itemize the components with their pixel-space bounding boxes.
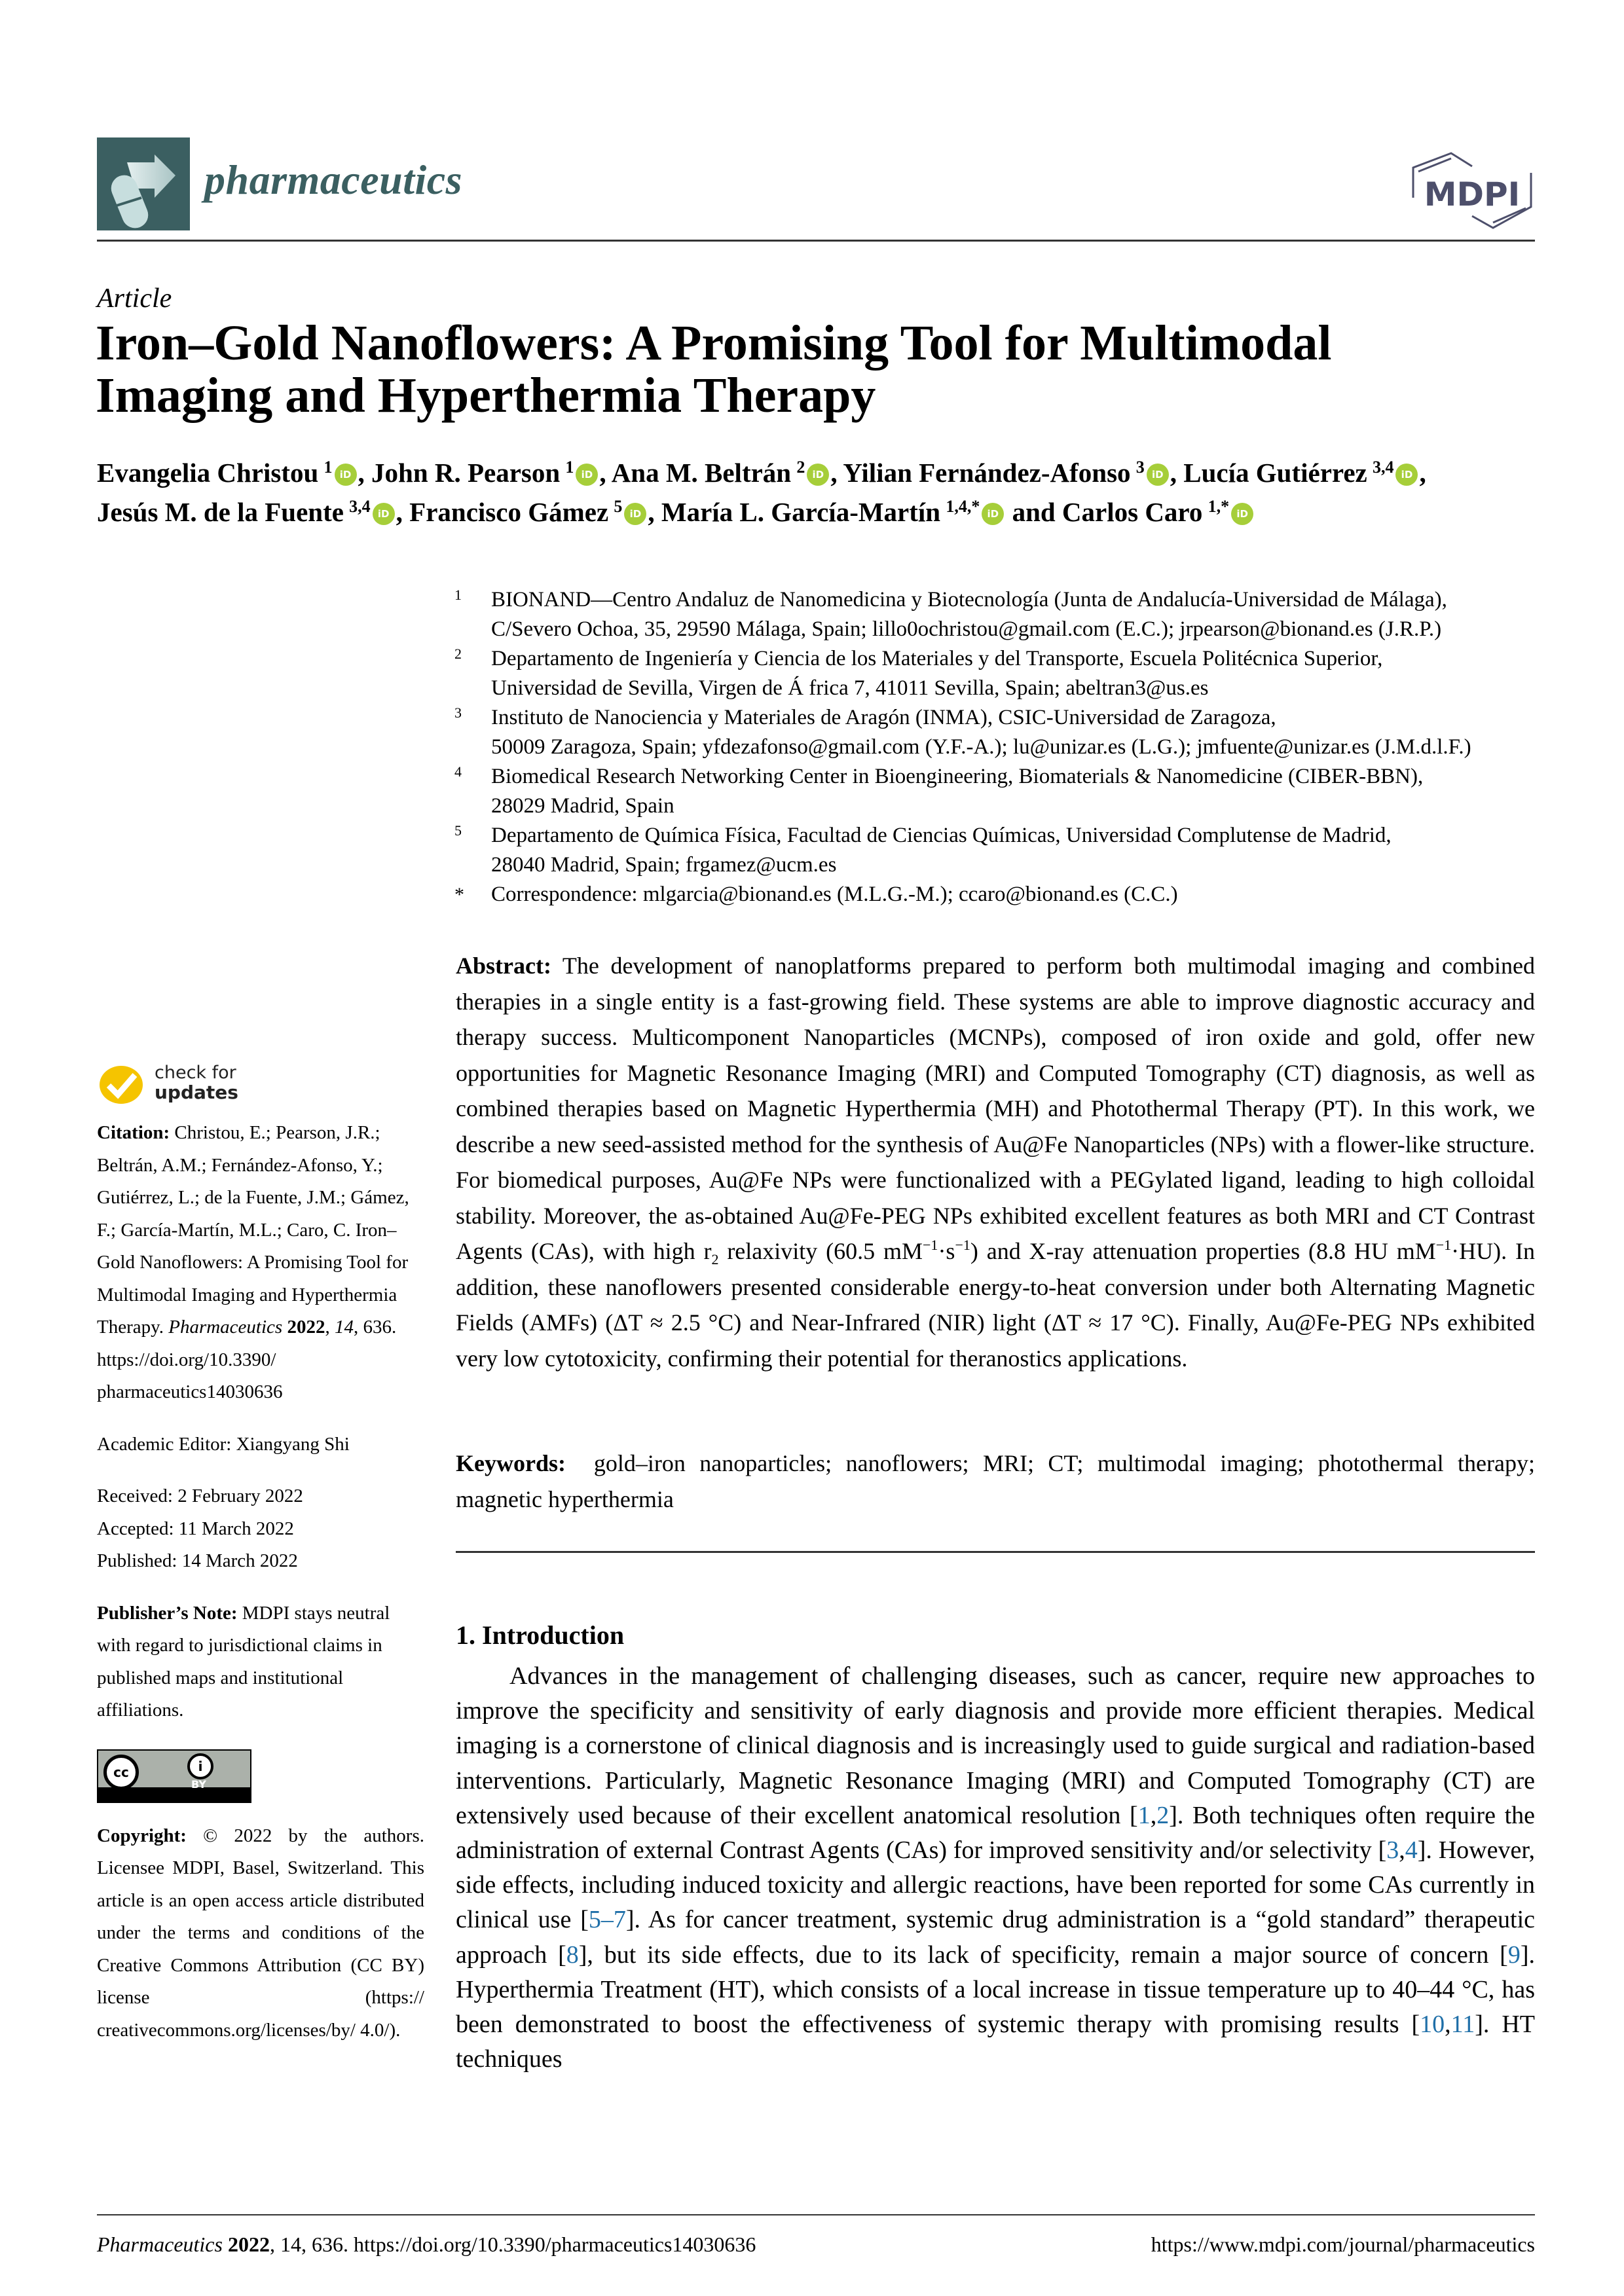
copyright-block bbox=[97, 1820, 424, 2047]
keywords-text: gold–iron nanoparticles; nanoflowers; MRI; CT; multimodal imaging; photothermal therapy; magnetic hyperthermia bbox=[456, 1450, 1541, 1512]
accepted-date: Accepted: 11 March 2022 bbox=[97, 1518, 294, 1539]
citation-journal: Pharmaceutics bbox=[168, 1317, 283, 1338]
citation-link[interactable]: 11 bbox=[1450, 2011, 1475, 2039]
orcid-icon[interactable]: iD bbox=[1231, 503, 1253, 525]
copyright-text: © 2022 by the authors. Licensee MDPI, Basel, Switzerland. This article is an open access article distributed under the terms and conditions of the Creative Commons Attribution (CC BY) license (https:// creativecommons.org/licenses/by/ 4.0/). bbox=[97, 1825, 424, 2041]
author-name[interactable]: John R. Pearson bbox=[371, 458, 561, 488]
author-affiliation: 1 bbox=[323, 458, 333, 477]
title-line-2: Imaging and Hyperthermia Therapy bbox=[96, 368, 876, 423]
author-affiliation: 3,4 bbox=[1372, 458, 1394, 477]
affiliation-number: 3 bbox=[454, 704, 462, 721]
by-label: BY bbox=[191, 1778, 206, 1791]
author-separator: , bbox=[648, 497, 661, 527]
affiliation-line: Departamento de Química Física, Facultad de Ciencias Químicas, Universidad Complutense de Madrid, bbox=[491, 824, 1392, 847]
author-separator: , bbox=[1419, 458, 1426, 488]
orcid-icon[interactable]: iD bbox=[624, 503, 646, 525]
affiliation-line: Universidad de Sevilla, Virgen de Á frica 7, 41011 Sevilla, Spain; abeltran3@us.es bbox=[491, 676, 1209, 700]
citation-link[interactable]: 2 bbox=[1156, 1801, 1170, 1829]
citation-link[interactable]: 4 bbox=[1405, 1836, 1418, 1865]
copyright-label: Copyright: bbox=[97, 1825, 187, 1846]
abstract-text: ) and X-ray attenuation properties (8.8 HU mM bbox=[970, 1238, 1436, 1264]
body-text: Advances in the management of challenging diseases, such as cancer, require new approaches to improve the specificity and sensitivity of early diagnosis and provide more efficient therapies. Medical imaging is a cornerstone of clinical diagnosis and is increasingly used to guide surgical and radiation-based interventions. Particularly, Magnetic Resonance Imaging (MRI) and Computed Tomography (CT) are extensively used because of their excellent anatomical resolution [ bbox=[456, 1662, 1535, 1829]
received-date: Received: 2 February 2022 bbox=[97, 1485, 303, 1506]
orcid-icon[interactable]: iD bbox=[373, 503, 395, 525]
check-icon bbox=[100, 1066, 143, 1104]
footer-rule bbox=[97, 2214, 1535, 2215]
affiliation-line: Departamento de Ingeniería y Ciencia de los Materiales y del Transporte, Escuela Politécnica Superior, bbox=[491, 647, 1383, 670]
author-name[interactable]: Francisco Gámez bbox=[409, 497, 609, 527]
affiliation-number: 5 bbox=[454, 822, 462, 839]
journal-name: pharmaceutics bbox=[204, 156, 463, 203]
affiliation-2 bbox=[451, 644, 1538, 703]
footer-doi-link[interactable]: , 14, 636. https://doi.org/10.3390/pharmaceutics14030636 bbox=[269, 2232, 756, 2256]
author-affiliation: 1 bbox=[565, 458, 574, 477]
author-list bbox=[97, 453, 1538, 532]
author-separator: , bbox=[599, 458, 612, 488]
abstract-text: relaxivity (60.5 mM bbox=[718, 1238, 923, 1264]
subscript: 2 bbox=[711, 1251, 719, 1268]
keywords-label: Keywords: bbox=[456, 1450, 566, 1476]
citation-link[interactable]: 8 bbox=[566, 1941, 579, 1969]
author-separator: and bbox=[1005, 497, 1062, 527]
affiliation-line: BIONAND—Centro Andaluz de Nanomedicina y Biotecnología (Junta de Andalucía-Universidad de Málaga), bbox=[491, 588, 1447, 611]
affiliation-line: 50009 Zaragoza, Spain; yfdezafonso@gmail.com (Y.F.-A.); lu@unizar.es (L.G.); jmfuente@unizar.es (J.M.d.l.F.) bbox=[491, 735, 1471, 759]
sidebar bbox=[97, 1065, 424, 2066]
publisher-note-label: Publisher’s Note: bbox=[97, 1602, 238, 1624]
footer-year: 2022 bbox=[227, 2232, 270, 2256]
citation-doi-link[interactable]: pharmaceutics14030636 bbox=[97, 1381, 283, 1402]
body-text: , bbox=[1399, 1836, 1405, 1865]
body-text: , bbox=[1445, 2011, 1451, 2039]
citation-label: Citation: bbox=[97, 1122, 170, 1143]
journal-logo bbox=[97, 137, 190, 230]
citation-text: Christou, E.; Pearson, J.R.; Beltrán, A.M.; Fernández-Afonso, Y.; Gutiérrez, L.; de la Fuente, J.M.; Gámez, F.; García-Martín, M.L.; Caro, C. Iron–Gold Nanoflowers: A Promising Tool for Multimodal Imaging and Hyperthermia Therapy. bbox=[97, 1122, 409, 1338]
academic-editor-text: Academic Editor: Xiangyang Shi bbox=[97, 1433, 350, 1455]
citation-link[interactable]: 3 bbox=[1386, 1836, 1399, 1865]
affiliation-number: 4 bbox=[454, 763, 462, 780]
orcid-icon[interactable]: iD bbox=[1147, 464, 1169, 486]
affiliation-number: 2 bbox=[454, 646, 462, 662]
citation-link[interactable]: 1 bbox=[1137, 1801, 1151, 1829]
author-name[interactable]: Yilian Fernández-Afonso bbox=[843, 458, 1131, 488]
orcid-icon[interactable]: iD bbox=[807, 464, 829, 486]
check-updates-line1: check for bbox=[155, 1063, 236, 1083]
abstract-text: ·s bbox=[938, 1238, 955, 1264]
affiliation-line: 28040 Madrid, Spain; frgamez@ucm.es bbox=[491, 853, 837, 877]
affiliation-4 bbox=[451, 762, 1538, 821]
citation-link[interactable]: 9 bbox=[1507, 1941, 1521, 1969]
citation-link[interactable]: 10 bbox=[1420, 2011, 1445, 2039]
author-name[interactable]: Lucía Gutiérrez bbox=[1183, 458, 1367, 488]
body-text: ]. HT techniques bbox=[456, 2011, 1535, 2073]
body-text: ]. However, side effects, including induced toxicity and allergic reactions, have been reported for some CAs currently in clinical use [ bbox=[456, 1836, 1535, 1934]
author-name[interactable]: Carlos Caro bbox=[1061, 497, 1203, 527]
body-text: , bbox=[1150, 1801, 1157, 1829]
superscript: −1 bbox=[1435, 1237, 1452, 1253]
author-affiliation: 3,4 bbox=[349, 497, 371, 516]
pill-arrow-icon bbox=[97, 137, 190, 230]
citation-link[interactable]: 5–7 bbox=[588, 1906, 626, 1934]
correspondence bbox=[451, 880, 1538, 909]
section-heading-introduction: 1. Introduction bbox=[456, 1620, 625, 1650]
affiliation-1 bbox=[451, 585, 1538, 644]
orcid-icon[interactable]: iD bbox=[576, 464, 598, 486]
author-name[interactable]: Evangelia Christou bbox=[97, 458, 319, 488]
body-text: ], but its side effects, due to its lack of specificity, remain a major source of concern [ bbox=[578, 1941, 1508, 1969]
keywords bbox=[456, 1446, 1541, 1517]
author-separator: , bbox=[396, 497, 410, 527]
author-name[interactable]: Jesús M. de la Fuente bbox=[97, 497, 344, 527]
author-separator: , bbox=[358, 458, 372, 488]
abstract-label: Abstract: bbox=[456, 953, 551, 979]
affiliation-3 bbox=[451, 703, 1538, 762]
footer-citation bbox=[97, 2232, 756, 2257]
affiliation-5 bbox=[451, 821, 1538, 880]
svg-text:MDPI: MDPI bbox=[1424, 175, 1521, 213]
author-affiliation: 2 bbox=[796, 458, 805, 477]
cc-icon: cc bbox=[103, 1755, 139, 1790]
author-affiliation: 3 bbox=[1135, 458, 1145, 477]
author-affiliation: 5 bbox=[614, 497, 623, 516]
abstract-text: The development of nanoplatforms prepared to perform both multimodal imaging and combined therapies in a single entity is a fast-growing field. These systems are able to improve diagnostic accuracy and therapy success. Multicomponent Nanoparticles (MCNPs), composed of iron oxide and gold, offer new opportunities for Magnetic Resonance Imaging (MRI) and Computed Tomography (CT) diagnosis, as well as combined therapies based on Magnetic Hyperthermia (MH) and Photothermal Therapy (PT). In this work, we describe a new seed-assisted method for the synthesis of Au@Fe Nanoparticles (NPs) with a flower-like structure. For biomedical purposes, Au@Fe NPs were functionalized with a PEGylated ligand, leading to high colloidal stability. Moreover, the as-obtained Au@Fe-PEG NPs exhibited excellent features as both MRI and CT Contrast Agents (CAs), with high r bbox=[456, 953, 1535, 1264]
author-separator: , bbox=[830, 458, 843, 488]
orcid-icon[interactable]: iD bbox=[1395, 464, 1418, 486]
affiliation-line: Instituto de Nanociencia y Materiales de Aragón (INMA), CSIC-Universidad de Zaragoza, bbox=[491, 706, 1276, 729]
article-title bbox=[96, 317, 1536, 422]
dates-block bbox=[97, 1480, 424, 1578]
citation-article-number: 636. bbox=[363, 1317, 397, 1338]
citation-block: Citation: Christou, E.; Pearson, J.R.; Beltrán, A.M.; Fernández-Afonso, Y.; Gutiérrez, L.; de la Fuente, J.M.; Gámez, F.; García-Martín, M.L.; Caro, C. Iron–Gold Nanoflowers: A Promising Tool for Multimodal Imaging and Hyperthermia Therapy. Pharmaceutics 2022, 14, 636. https://doi.org/10.3390/ pharmaceutics14030636 bbox=[97, 1122, 409, 1402]
author-affiliation: 1,4,* bbox=[946, 497, 980, 516]
body-text: ]. Hyperthermia Treatment (HT), which consists of a local increase in tissue temperature up to 40–44 °C, has been demonstrated to boost the effectiveness of systemic therapy with promising results [ bbox=[456, 1941, 1535, 2039]
article-type-label: Article bbox=[97, 283, 172, 314]
affiliation-line: 28029 Madrid, Spain bbox=[491, 794, 674, 818]
abstract bbox=[456, 948, 1535, 1376]
title-line-1: Iron–Gold Nanoflowers: A Promising Tool for Multimodal bbox=[96, 316, 1332, 371]
academic-editor bbox=[97, 1429, 424, 1461]
body-text: ]. As for cancer treatment, systemic drug administration is a “gold standard” therapeutic approach [ bbox=[456, 1906, 1536, 1969]
footer-journal-url[interactable]: https://www.mdpi.com/journal/pharmaceutics bbox=[1151, 2232, 1535, 2256]
superscript: −1 bbox=[923, 1237, 938, 1253]
check-updates-line2: updates bbox=[155, 1082, 238, 1103]
author-separator: , bbox=[1170, 458, 1184, 488]
affiliation-number: 1 bbox=[454, 587, 462, 603]
citation-volume: 14 bbox=[334, 1317, 354, 1338]
cc-by-license-badge[interactable] bbox=[97, 1749, 251, 1803]
check-for-updates-button[interactable] bbox=[97, 1065, 424, 1105]
abstract-text: ·HU). In addition, these nanoflowers presented considerable energy-to-heat conversion under both Alternating Magnetic Fields (AMFs) (ΔT ≈ 2.5 °C) and Near-Infrared (NIR) light (ΔT ≈ 17 °C). Finally, Au@Fe-PEG NPs exhibited very low cytotoxicity, confirming their potential for theranostics applications. bbox=[456, 1238, 1536, 1372]
header-rule bbox=[97, 240, 1535, 242]
published-date: Published: 14 March 2022 bbox=[97, 1550, 298, 1571]
author-affiliation: 1,* bbox=[1208, 497, 1230, 516]
superscript: −1 bbox=[955, 1237, 970, 1253]
publisher-note bbox=[97, 1597, 424, 1727]
affiliation-line: Biomedical Research Networking Center in Bioengineering, Biomaterials & Nanomedicine (CIBER-BBN), bbox=[491, 765, 1424, 788]
section-divider bbox=[456, 1551, 1535, 1553]
author-name[interactable]: María L. García-Martín bbox=[661, 497, 941, 527]
attribution-icon: i bbox=[187, 1753, 213, 1779]
body-text: ]. Both techniques often require the administration of external Contrast Agents (CAs) for improved sensitivity and/or selectivity [ bbox=[456, 1801, 1535, 1865]
correspondence-line: Correspondence: mlgarcia@bionand.es (M.L.G.-M.); ccaro@bionand.es (C.C.) bbox=[491, 883, 1178, 906]
citation-year: 2022 bbox=[287, 1317, 325, 1338]
affiliation-number: * bbox=[454, 884, 464, 905]
affiliations bbox=[451, 585, 1538, 909]
footer-journal: Pharmaceutics bbox=[97, 2232, 223, 2256]
affiliation-line: C/Severo Ochoa, 35, 29590 Málaga, Spain; lillo0ochristou@gmail.com (E.C.); jrpearson@bionand.es (J.R.P.) bbox=[491, 617, 1442, 641]
mdpi-logo bbox=[1408, 152, 1536, 229]
orcid-icon[interactable]: iD bbox=[335, 464, 357, 486]
orcid-icon[interactable]: iD bbox=[982, 503, 1004, 525]
introduction-paragraph bbox=[456, 1659, 1535, 2077]
check-updates-text bbox=[155, 1063, 238, 1103]
citation-doi-link[interactable]: https://doi.org/10.3390/ bbox=[97, 1349, 276, 1370]
publisher-note-text: MDPI stays neutral with regard to jurisdictional claims in published maps and institutional affiliations. bbox=[97, 1602, 390, 1721]
author-name[interactable]: Ana M. Beltrán bbox=[611, 458, 792, 488]
